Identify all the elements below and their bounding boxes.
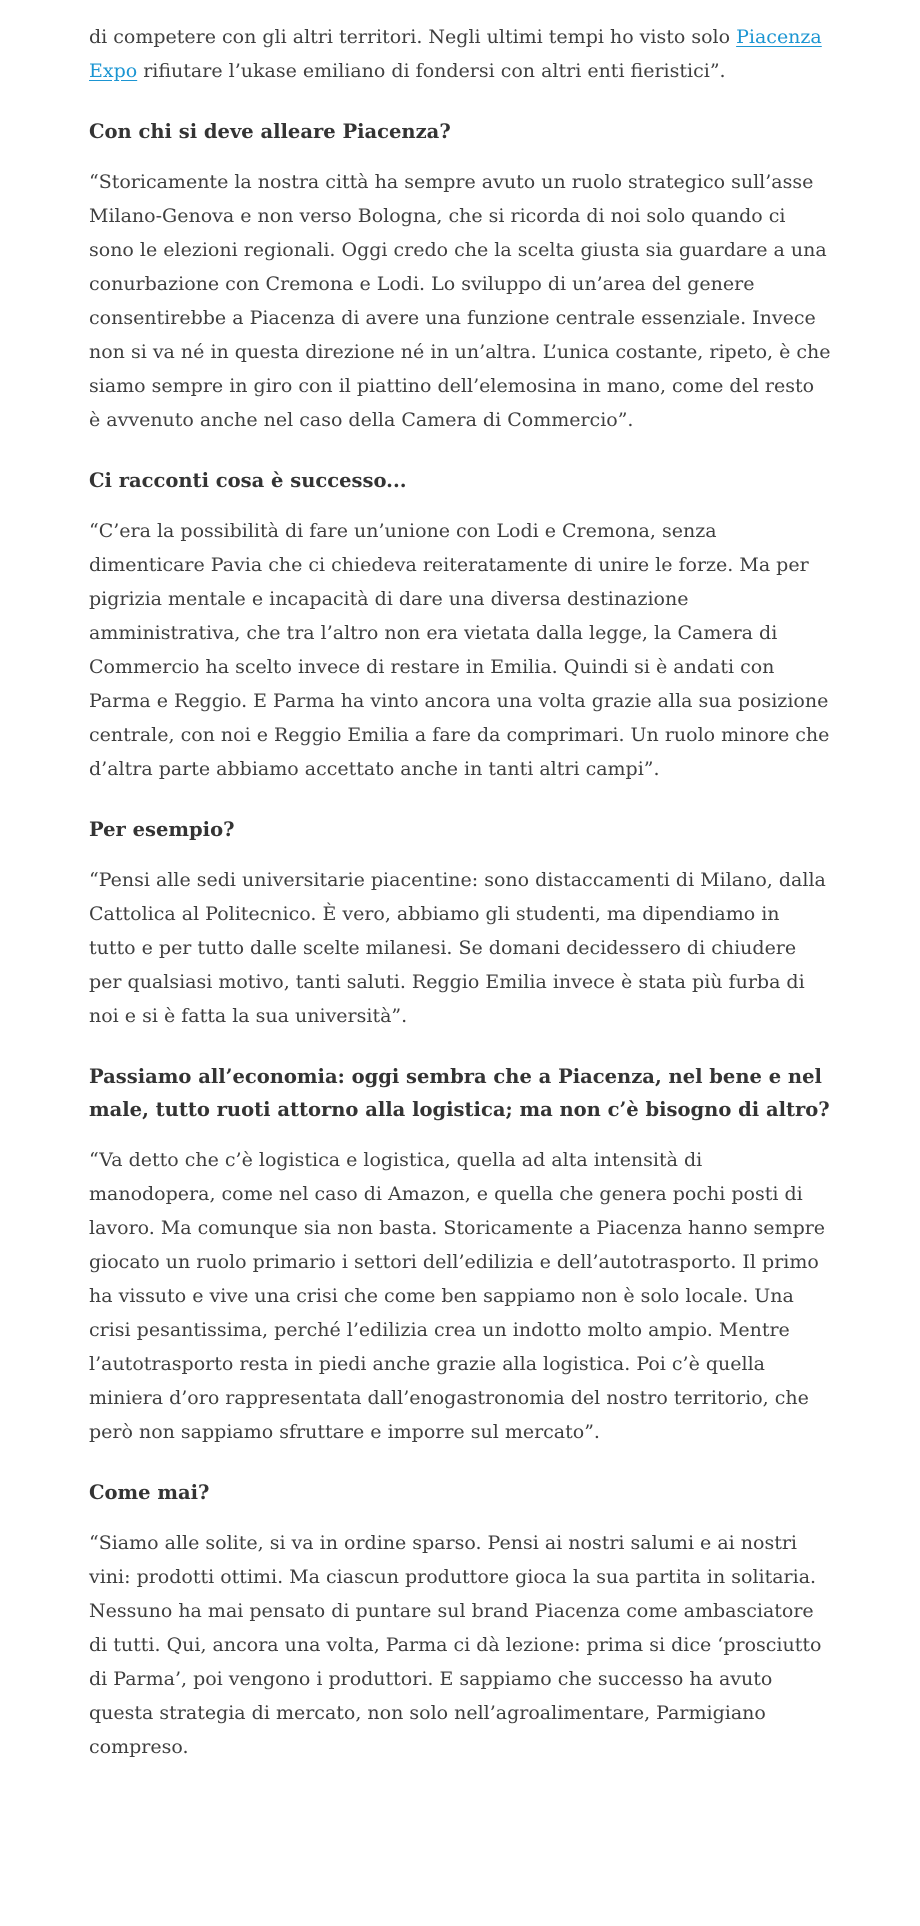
interview-question-1: Con chi si deve alleare Piacenza?	[89, 120, 451, 143]
interview-answer-1: “Storicamente la nostra città ha sempre avuto un ruolo strategico sull’asse Milano-Genova e non verso Bologna, che si ricorda di noi solo quando ci sono le elezioni regionali. Oggi credo che la scelta giusta sia guardare a una conurbazione con Cremona e Lodi. Lo sviluppo di un’area del genere consentirebbe a Piacenza di avere una funzione centrale essenziale. Invece non si va né in questa direzione né in un’altra. L’unica costante, ripeto, è che siamo sempre in giro con il piattino dell’elemosina in mano, come del resto è avvenuto anche nel caso della Camera di Commercio”.	[89, 171, 831, 431]
interview-question-3: Per esempio?	[89, 818, 235, 841]
interview-question-5: Come mai?	[89, 1481, 210, 1504]
interview-question-2: Ci racconti cosa è successo...	[89, 469, 407, 492]
interview-answer-4: “Va detto che c’è logistica e logistica, quella ad alta intensità di manodopera, come nel caso di Amazon, e quella che genera pochi posti di lavoro. Ma comunque sia non basta. Storicamente a Piacenza hanno sempre giocato un ruolo primario i settori dell’edilizia e dell’autotrasporto. Il primo ha vissuto e vive una crisi che come ben sappiamo non è solo locale. Una crisi pesantissima, perché l’edilizia crea un indotto molto ampio. Mentre l’autotrasporto resta in piedi anche grazie alla logistica. Poi c’è quella miniera d’oro rappresentata dall’enogastronomia del nostro territorio, che però non sappiamo sfruttare e imporre sul mercato”.	[89, 1149, 826, 1443]
intro-text-after-link: rifiutare l’ukase emiliano di fondersi con altri enti fieristici”.	[137, 60, 726, 82]
interview-answer-5: “Siamo alle solite, si va in ordine sparso. Pensi ai nostri salumi e ai nostri vini: prodotti ottimi. Ma ciascun produttore gioca la sua partita in solitaria. Nessuno ha mai pensato di puntare sul brand Piacenza come ambasciatore di tutti. Qui, ancora una volta, Parma ci dà lezione: prima si dice ‘prosciutto di Parma’, poi vengono i produttori. E sappiamo che successo ha avuto questa strategia di mercato, non solo nell’agroalimentare, Parmigiano compreso.	[89, 1532, 822, 1758]
intro-paragraph	[89, 20, 831, 88]
interview-answer-3: “Pensi alle sedi universitarie piacentine: sono distaccamenti di Milano, dalla Cattolica al Politecnico. È vero, abbiamo gli studenti, ma dipendiamo in tutto e per tutto dalle scelte milanesi. Se domani decidessero di chiudere per qualsiasi motivo, tanti saluti. Reggio Emilia invece è stata più furba di noi e si è fatta la sua università”.	[89, 869, 826, 1027]
interview-answer-2: “C’era la possibilità di fare un’unione con Lodi e Cremona, senza dimenticare Pavia che ci chiedeva reiteratamente di unire le forze. Ma per pigrizia mentale e incapacità di dare una diversa destinazione amministrativa, che tra l’altro non era vietata dalla legge, la Camera di Commercio ha scelto invece di restare in Emilia. Quindi si è andati con Parma e Reggio. E Parma ha vinto ancora una volta grazie alla sua posizione centrale, con noi e Reggio Emilia a fare da comprimari. Un ruolo minore che d’altra parte abbiamo accettato anche in tanti altri campi”.	[89, 520, 830, 780]
intro-text-before-link: di competere con gli altri territori. Negli ultimi tempi ho visto solo	[89, 26, 737, 48]
article-column	[89, 0, 831, 1764]
piacenza-expo-link[interactable]: Piacenza Expo	[89, 26, 822, 82]
interview-question-4: Passiamo all’economia: oggi sembra che a Piacenza, nel bene e nel male, tutto ruoti attorno alla logistica; ma non c’è bisogno di altro?	[89, 1065, 830, 1121]
